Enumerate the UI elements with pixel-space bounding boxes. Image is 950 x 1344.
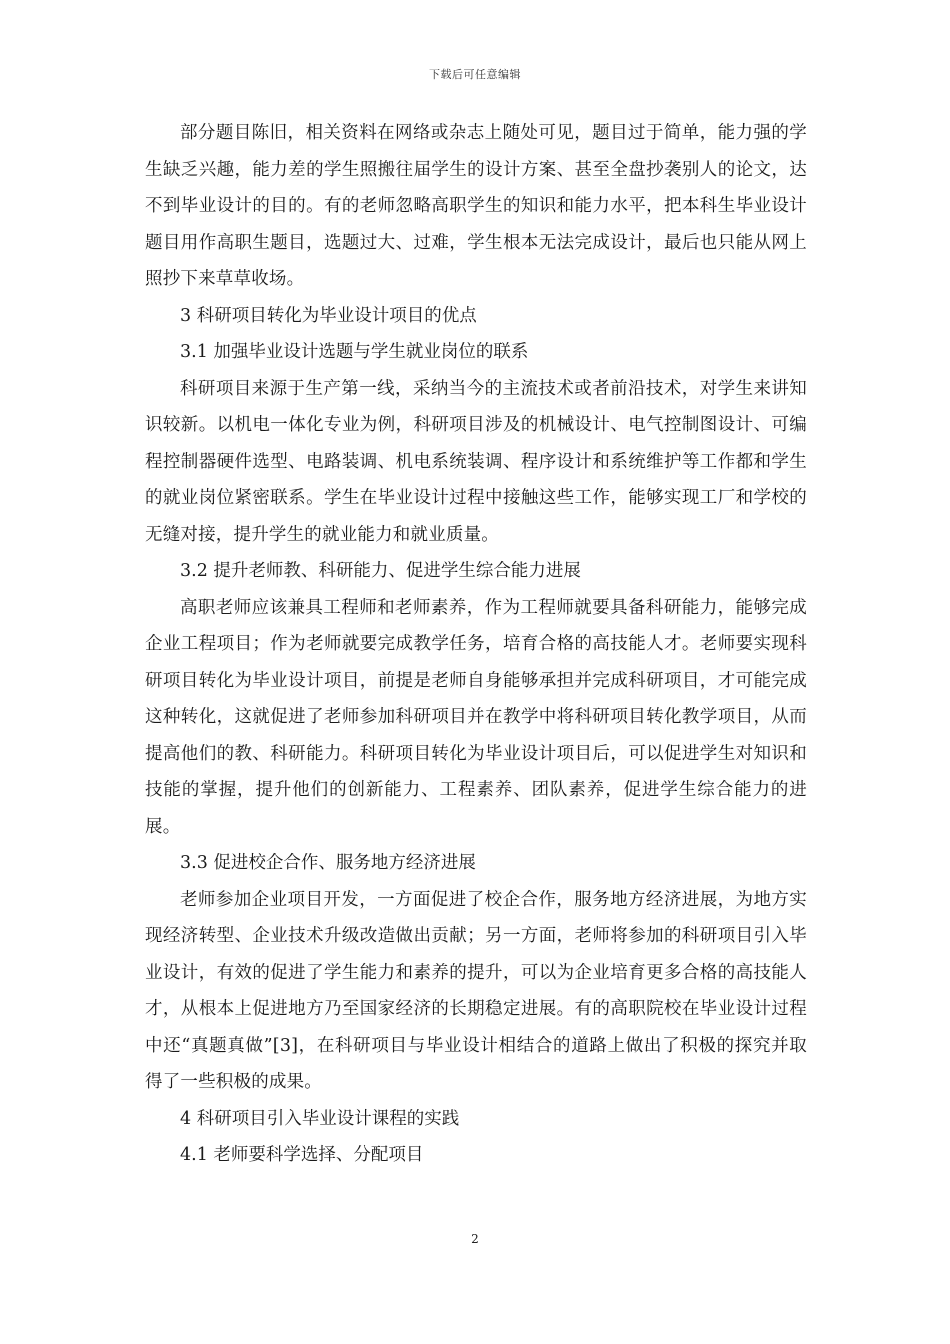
- paragraph: 科研项目来源于生产第一线，采纳当今的主流技术或者前沿技术，对学生来讲知识较新。以机电一体化专业为例，科研项目涉及的机械设计、电气控制图设计、可编程控制器硬件选型、电路装调、机电系统装调、程序设计和系统维护等工作都和学生的就业岗位紧密联系。学生在毕业设计过程中接触这些工作，能够实现工厂和学校的无缝对接，提升学生的就业能力和就业质量。: [145, 378, 807, 545]
- page-header: 下载后可任意编辑: [429, 68, 521, 81]
- paragraph: 部分题目陈旧，相关资料在网络或杂志上随处可见，题目过于简单，能力强的学生缺乏兴趣，能力差的学生照搬往届学生的设计方案、甚至全盘抄袭别人的论文，达不到毕业设计的目的。有的老师忽略高职学生的知识和能力水平，把本科生毕业设计题目用作高职生题目，选题过大、过难，学生根本无法完成设计，最后也只能从网上照抄下来草草收场。: [145, 123, 807, 289]
- paragraph: 高职老师应该兼具工程师和老师素养，作为工程师就要具备科研能力，能够完成企业工程项目；作为老师就要完成教学任务，培育合格的高技能人才。老师要实现科研项目转化为毕业设计项目，前提是老师自身能够承担并完成科研项目，才可能完成这种转化，这就促进了老师参加科研项目并在教学中将科研项目转化教学项目，从而提高他们的教、科研能力。科研项目转化为毕业设计项目后，可以促进学生对知识和技能的掌握，提升他们的创新能力、工程素养、团队素养，促进学生综合能力的进展。: [145, 597, 807, 837]
- document-body: [145, 115, 807, 1174]
- subsection-heading: 3.2 提升老师教、科研能力、促进学生综合能力进展: [180, 561, 581, 581]
- page-number: 2: [471, 1232, 479, 1246]
- subsection-heading: 4.1 老师要科学选择、分配项目: [180, 1145, 424, 1165]
- section-heading: 4 科研项目引入毕业设计课程的实践: [180, 1108, 460, 1129]
- section-heading: 3 科研项目转化为毕业设计项目的优点: [180, 305, 477, 326]
- subsection-heading: 3.3 促进校企合作、服务地方经济进展: [180, 853, 476, 873]
- paragraph: 老师参加企业项目开发，一方面促进了校企合作，服务地方经济进展，为地方实现经济转型、企业技术升级改造做出贡献；另一方面，老师将参加的科研项目引入毕业设计，有效的促进了学生能力和素养的提升，可以为企业培育更多合格的高技能人才，从根本上促进地方乃至国家经济的长期稳定进展。有的高职院校在毕业设计过程中还“真题真做”[3]，在科研项目与毕业设计相结合的道路上做出了积极的探究并取得了一些积极的成果。: [145, 889, 807, 1092]
- subsection-heading: 3.1 加强毕业设计选题与学生就业岗位的联系: [180, 342, 529, 362]
